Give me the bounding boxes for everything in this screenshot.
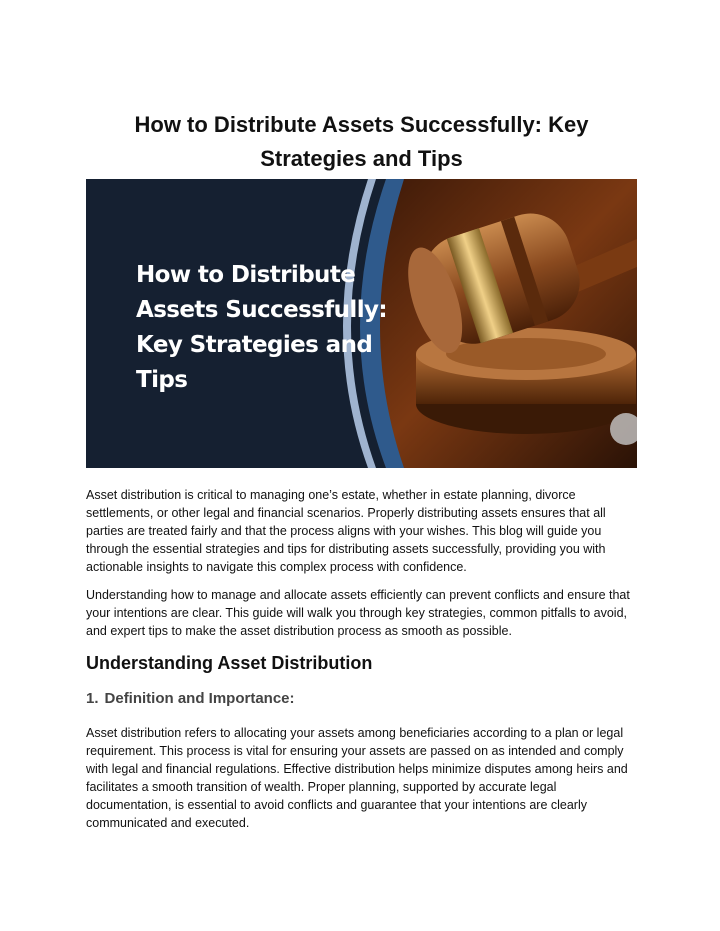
hero-heading: How to Distribute Assets Successfully: Key Strategies and Tips [136, 262, 387, 393]
subsection-title: Definition and Importance: [104, 690, 295, 707]
intro-paragraph: Asset distribution is critical to managing one’s estate, whether in estate planning, divorce settlements, or other legal and financial scenarios. Properly distributing assets ensures that all parties are treated fairly and that the process aligns with your wishes. This blog will guide you through the essential strategies and tips for distributing assets successfully, providing you with actionable insights to navigate this complex process with confidence. [86, 488, 606, 574]
intro-paragraph-2: Understanding how to manage and allocate assets efficiently can prevent conflicts and ensure that your intentions are clear. This guide will walk you through key strategies, common pitfalls to avoid, and expert tips to make the asset distribution process as smooth as possible. [86, 588, 630, 638]
subsection-number: 1. [86, 690, 99, 707]
page-title: How to Distribute Assets Successfully: Key Strategies and Tips [134, 112, 589, 171]
hero-image [86, 179, 637, 468]
subsection-body: Asset distribution refers to allocating your assets among beneficiaries according to a plan or legal requirement. This process is vital for ensuring your assets are passed on as intended and comply with legal and financial regulations. Effective distribution helps minimize disputes among heirs and facilitates a smooth transition of wealth. Proper planning, supported by accurate legal documentation, is essential to avoid conflicts and guarantee that your intentions are clearly communicated and executed. [86, 726, 628, 830]
subsection-heading [86, 689, 295, 709]
section-heading: Understanding Asset Distribution [86, 653, 373, 673]
